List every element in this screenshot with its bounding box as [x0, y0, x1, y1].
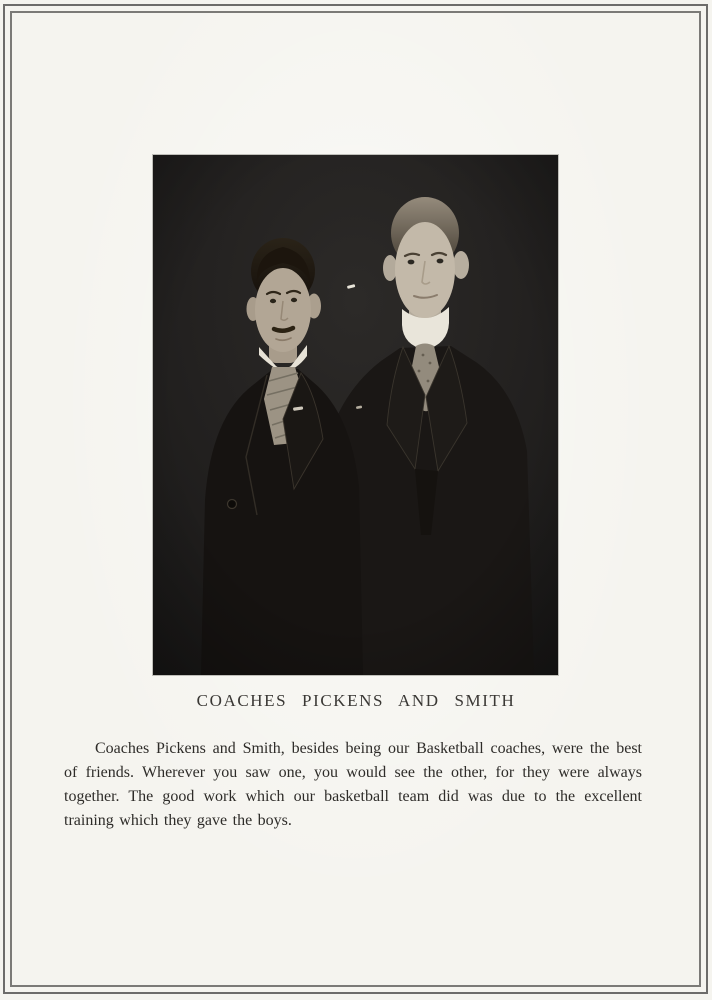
portrait-photo-illustration	[153, 155, 558, 675]
portrait-photo	[153, 155, 558, 675]
paragraph-line: Coaches Pickens and Smith, besides being our Basketball coaches, were the best	[95, 740, 642, 757]
body-paragraph	[64, 737, 642, 833]
paragraph-line: of friends. Wherever you saw one, you would see the other, for they were always	[64, 764, 642, 781]
paragraph-line: together. The good work which our basketball team did was due to the excellent	[64, 788, 642, 805]
paragraph-line: training which they gave the boys.	[64, 812, 292, 829]
photo-vignette	[153, 155, 558, 675]
photo-caption: COACHES PICKENS AND SMITH	[196, 691, 516, 710]
